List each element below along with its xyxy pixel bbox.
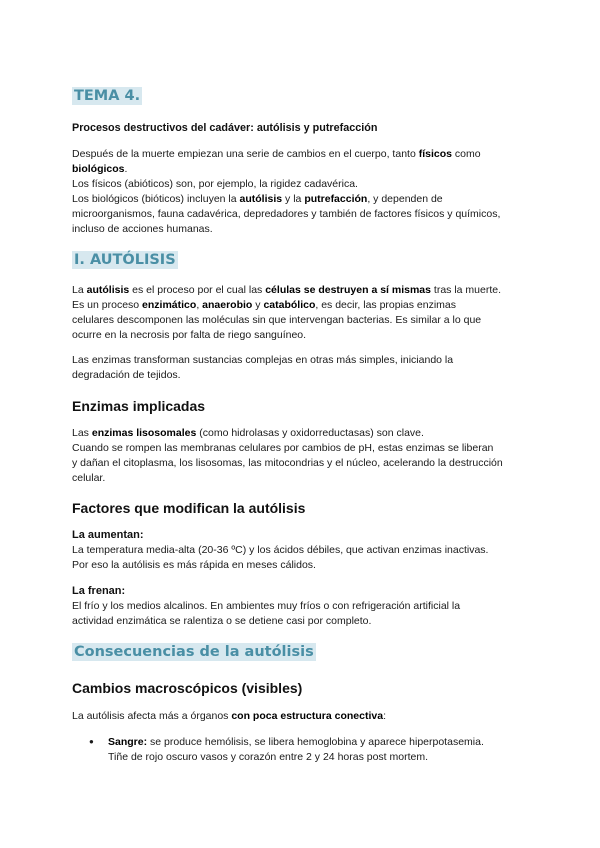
paragraph-line: celular. — [72, 472, 106, 484]
paragraph-line: Por eso la autólisis es más rápida en meses cálidos. — [72, 559, 316, 571]
intro-line: Los biológicos (bióticos) incluyen la autólisis y la putrefacción, y dependen de — [72, 193, 443, 205]
aumentan-label: La aumentan: — [72, 529, 144, 541]
intro-line: Los físicos (abióticos) son, por ejemplo, la rigidez cadavérica. — [72, 178, 358, 190]
intro-line: biológicos. — [72, 163, 128, 175]
paragraph-line: La autólisis afecta más a órganos con poca estructura conectiva: — [72, 710, 386, 722]
consecuencias-heading — [72, 643, 316, 661]
tema-title: TEMA 4. — [74, 88, 141, 104]
intro-paragraph — [72, 147, 500, 237]
tema-heading — [72, 87, 142, 105]
macro-paragraph — [72, 709, 386, 724]
sangre-list-item — [108, 735, 484, 765]
section-title: Consecuencias de la autólisis — [74, 644, 314, 660]
paragraph-line: Cuando se rompen las membranas celulares por cambios de pH, estas enzimas se liberan — [72, 442, 494, 454]
list-item-line: Sangre: se produce hemólisis, se libera hemoglobina y aparece hiperpotasemia. — [108, 736, 484, 748]
paragraph-line: La autólisis es el proceso por el cual las células se destruyen a sí mismas tras la muerte. — [72, 284, 502, 296]
paragraph-line: actividad enzimática se ralentiza o se detiene casi por completo. — [72, 615, 372, 627]
aumentan-paragraph — [72, 543, 488, 573]
section-heading-autolisis — [72, 251, 178, 269]
bullet-icon: ● — [89, 737, 94, 746]
paragraph-line: ocurre en la necrosis por falta de riego sanguíneo. — [72, 329, 307, 341]
intro-line: incluso de acciones humanas. — [72, 223, 213, 235]
enzimas-heading: Enzimas implicadas — [72, 398, 206, 414]
section-title: I. AUTÓLISIS — [74, 252, 176, 268]
enzimas-paragraph — [72, 426, 503, 486]
frenan-label: La frenan: — [72, 585, 126, 597]
paragraph-line: El frío y los medios alcalinos. En ambientes muy fríos o con refrigeración artificial la — [72, 600, 461, 612]
paragraph-line: Las enzimas lisosomales (como hidrolasas y oxidorreductasas) son clave. — [72, 427, 424, 439]
paragraph-line: degradación de tejidos. — [72, 369, 181, 381]
intro-line: Después de la muerte empiezan una serie de cambios en el cuerpo, tanto físicos como — [72, 148, 481, 160]
paragraph-line: y dañan el citoplasma, los lisosomas, las mitocondrias y el núcleo, acelerando la destrucción — [72, 457, 503, 469]
autolisis-paragraph — [72, 283, 501, 343]
frenan-paragraph — [72, 599, 460, 629]
intro-line: microorganismos, fauna cadavérica, depredadores y también de factores físicos y químicos, — [72, 208, 501, 220]
macro-heading: Cambios macroscópicos (visibles) — [72, 680, 303, 696]
enzimas-transform-paragraph — [72, 353, 453, 383]
factores-heading: Factores que modifican la autólisis — [72, 500, 306, 516]
document-subtitle: Procesos destructivos del cadáver: autólisis y putrefacción — [72, 122, 378, 134]
paragraph-line: celulares descomponen las moléculas sin que intervengan bacterias. Es similar a lo que — [72, 314, 482, 326]
paragraph-line: Las enzimas transforman sustancias complejas en otras más simples, iniciando la — [72, 354, 454, 366]
paragraph-line: Es un proceso enzimático, anaerobio y catabólico, es decir, las propias enzimas — [72, 299, 457, 311]
list-item-line: Tiñe de rojo oscuro vasos y corazón entre 2 y 24 horas post mortem. — [108, 751, 429, 763]
paragraph-line: La temperatura media-alta (20-36 ºC) y los ácidos débiles, que activan enzimas inactivas. — [72, 544, 489, 556]
